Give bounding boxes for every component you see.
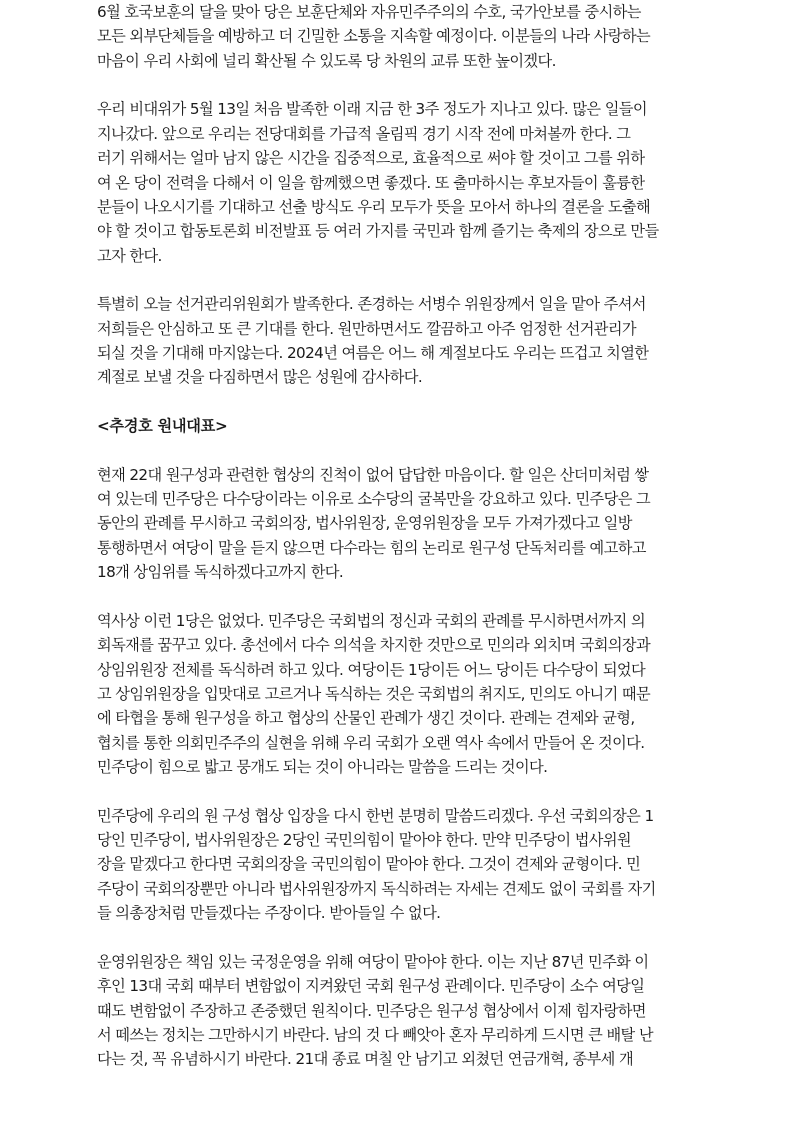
- text-line: 주당이 국회의장뿐만 아니라 법사위원장까지 독식하려는 자세는 견제도 없이 국회를 자기: [97, 879, 656, 898]
- text-line: 역사상 이런 1당은 없었다. 민주당은 국회법의 정신과 국회의 관례를 무시하면서까지 의: [97, 611, 646, 630]
- text-line: 특별히 오늘 선거관리위원회가 발족한다. 존경하는 서병수 위원장께서 일을 맡아 주셔서: [97, 295, 646, 314]
- paragraph-2: [97, 97, 701, 268]
- text-line: 장을 맡겠다고 한다면 국회의장을 국민의힘이 맡아야 한다. 그것이 견제와 균형이다. 민: [97, 855, 641, 874]
- text-line: 여 온 당이 전력을 다해서 이 일을 함께했으면 좋겠다. 또 출마하시는 후보자들이 훌륭한: [97, 173, 645, 192]
- section-heading: <추경호 원내대표>: [97, 417, 228, 436]
- text-line: 회독재를 꿈꾸고 있다. 총선에서 다수 의석을 차지한 것만으로 민의라 외치며 국회의장과: [97, 636, 651, 655]
- text-line: 6월 호국보훈의 달을 맞아 당은 보훈단체와 자유민주주의의 수호, 국가안보를 중시하는: [97, 3, 641, 21]
- text-line: 때도 변함없이 주장하고 존중했던 원칙이다. 민주당은 원구성 협상에서 이제 힘자랑하면: [97, 1001, 646, 1020]
- text-line: 지나갔다. 앞으로 우리는 전당대회를 가급적 올림픽 경기 시작 전에 마쳐볼까 한다. 그: [97, 124, 631, 143]
- text-line: 후인 13대 국회 때부터 변함없이 지켜왔던 국회 원구성 관례이다. 민주당이 소수 여당일: [97, 977, 645, 996]
- text-line: 협치를 통한 의회민주주의 실현을 위해 우리 국회가 오랜 역사 속에서 만들어 온 것이다.: [97, 733, 645, 752]
- text-line: 되실 것을 기대해 마지않는다. 2024년 여름은 어느 해 계절보다도 우리는 뜨겁고 치열한: [97, 344, 649, 363]
- text-line: 통행하면서 여당이 말을 듣지 않으면 다수라는 힘의 논리로 원구성 단독처리를 예고하고: [97, 538, 646, 557]
- text-line: 고 상임위원장을 입맛대로 고르거나 독식하는 것은 국회법의 취지도, 민의도 아니기 때문: [97, 684, 651, 703]
- text-line: 우리 비대위가 5월 13일 처음 발족한 이래 지금 한 3주 정도가 지나고 있다. 많은 일들이: [97, 100, 647, 119]
- text-line: 계절로 보낼 것을 다짐하면서 많은 성원에 감사하다.: [97, 368, 423, 387]
- text-line: 분들이 나오시기를 기대하고 선출 방식도 우리 모두가 뜻을 모아서 하나의 결론을 도출해: [97, 197, 651, 216]
- text-line: 러기 위해서는 얼마 남지 않은 시간을 집중적으로, 효율적으로 써야 할 것이고 그를 위하: [97, 149, 645, 168]
- text-line: 저희들은 안심하고 또 큰 기대를 한다. 원만하면서도 깔끔하고 아주 엄정한 선거관리가: [97, 319, 636, 338]
- document-page: [97, 0, 701, 1096]
- text-line: 상임위원장 전체를 독식하려 하고 있다. 여당이든 1당이든 어느 당이든 다수당이 되었다: [97, 660, 646, 679]
- text-line: 동안의 관례를 무시하고 국회의장, 법사위원장, 운영위원장을 모두 가져가겠다고 일방: [97, 514, 632, 533]
- text-line: 다는 것, 꼭 유념하시기 바란다. 21대 종료 며칠 안 남기고 외쳤던 연금개혁, 종부세 개: [97, 1050, 634, 1069]
- paragraph-1: [97, 0, 701, 73]
- text-line: 들 의총장처럼 만들겠다는 주장이다. 받아들일 수 없다.: [97, 904, 441, 923]
- text-line: 서 떼쓰는 정치는 그만하시기 바란다. 남의 것 다 빼앗아 혼자 무리하게 드시면 큰 배탈 난: [97, 1026, 653, 1044]
- text-line: 야 할 것이고 합동토론회 비전발표 등 여러 가지를 국민과 함께 즐기는 축제의 장으로 만들: [97, 222, 659, 241]
- text-line: 민주당에 우리의 원 구성 협상 입장을 다시 한번 분명히 말씀드리겠다. 우선 국회의장은 1: [97, 806, 654, 825]
- text-line: 고자 한다.: [97, 246, 162, 265]
- text-line: 여 있는데 민주당은 다수당이라는 이유로 소수당의 굴복만을 강요하고 있다. 민주당은 그: [97, 490, 651, 509]
- text-line: 민주당이 힘으로 밟고 뭉개도 되는 것이 아니라는 말씀을 드리는 것이다.: [97, 758, 548, 777]
- paragraph-3: [97, 292, 701, 390]
- text-line: 운영위원장은 책임 있는 국정운영을 위해 여당이 맡아야 한다. 이는 지난 87년 민주화 이: [97, 952, 649, 971]
- text-line: 현재 22대 원구성과 관련한 협상의 진척이 없어 답답한 마음이다. 할 일은 산더미처럼 쌓: [97, 465, 649, 484]
- text-line: 에 타협을 통해 원구성을 하고 협상의 산물인 관례가 생긴 것이다. 관례는 견제와 균형,: [97, 709, 635, 728]
- text-line: 당인 민주당이, 법사위원장은 2당인 국민의힘이 맡아야 한다. 만약 민주당이 법사위원: [97, 831, 631, 850]
- paragraph-7: [97, 950, 701, 1072]
- paragraph-5: [97, 609, 701, 780]
- text-line: 모든 외부단체들을 예방하고 더 긴밀한 소통을 지속할 예정이다. 이분들의 나라 사랑하는: [97, 27, 651, 46]
- paragraph-6: [97, 804, 701, 926]
- paragraph-4: [97, 463, 701, 585]
- text-line: 마음이 우리 사회에 널리 확산될 수 있도록 당 차원의 교류 또한 높이겠다.: [97, 51, 556, 70]
- text-line: 18개 상임위를 독식하겠다고까지 한다.: [97, 563, 344, 582]
